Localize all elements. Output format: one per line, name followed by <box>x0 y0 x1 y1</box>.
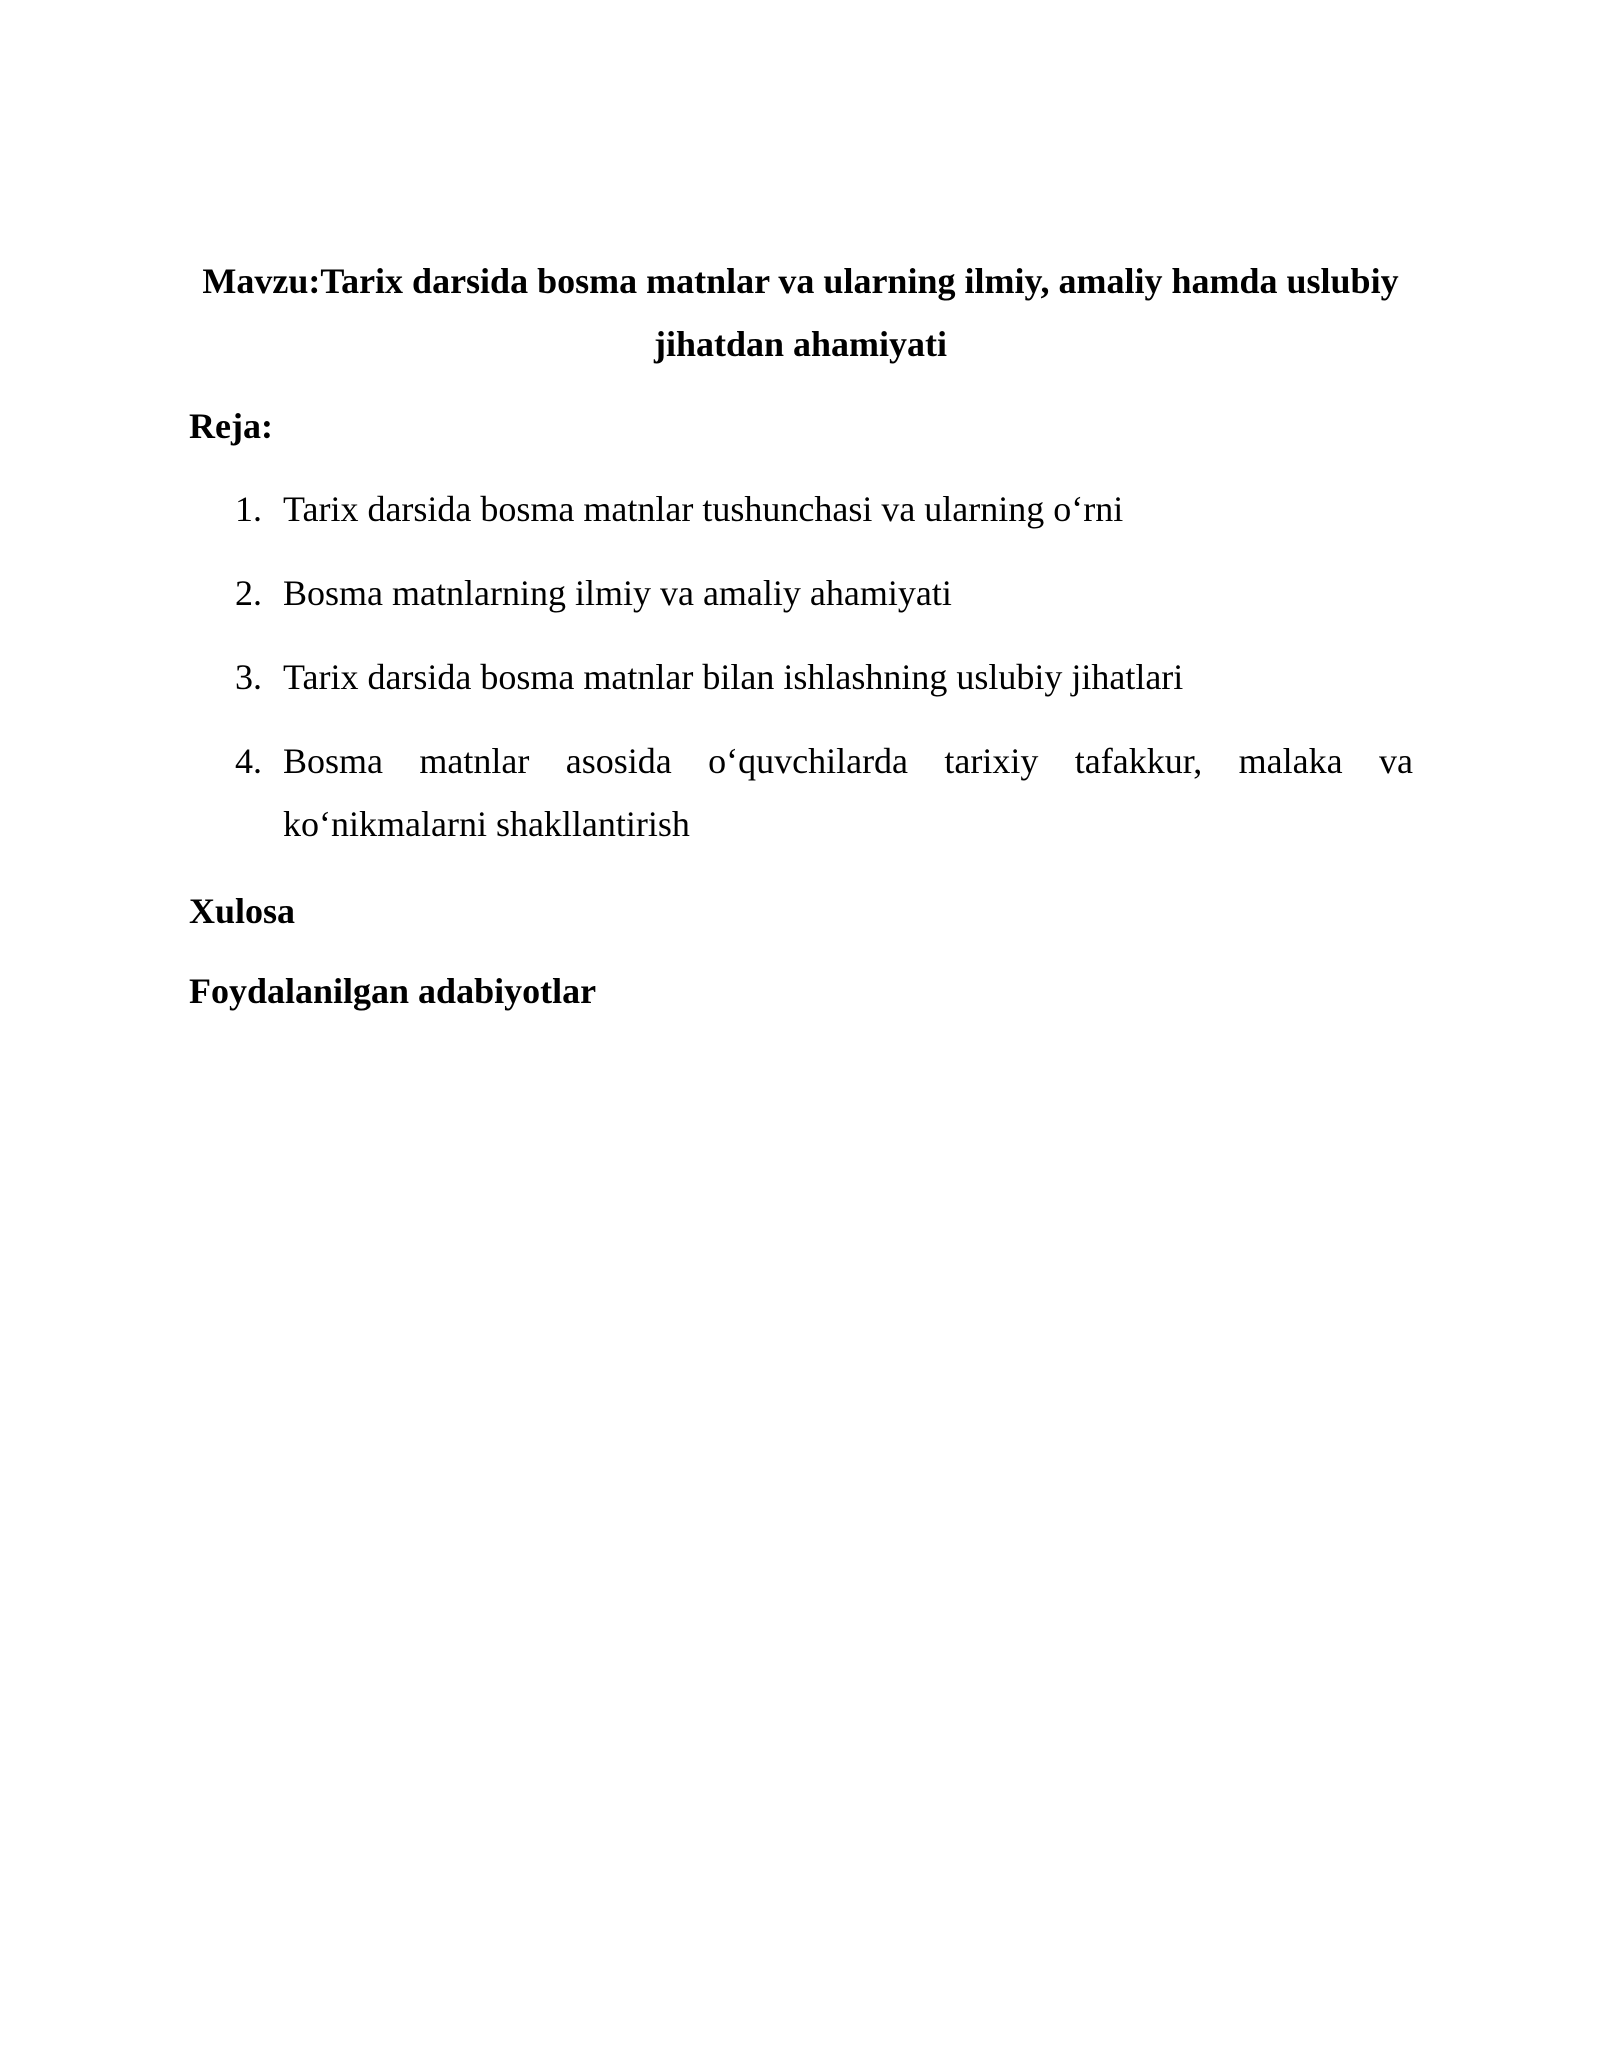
plan-item-text: Tarix darsida bosma matnlar bilan ishlashning uslubiy jihatlari <box>283 657 1184 697</box>
plan-item-1 <box>189 478 1413 541</box>
plan-item-text: Bosma matnlarning ilmiy va amaliy ahamiyati <box>283 573 952 613</box>
plan-list <box>189 478 1413 877</box>
plan-item-3 <box>189 646 1413 709</box>
references-heading: Foydalanilgan adabiyotlar <box>189 971 597 1011</box>
plan-item-4 <box>189 730 1413 856</box>
plan-item-text: Tarix darsida bosma matnlar tushunchasi va ularning o‘rni <box>283 489 1124 529</box>
plan-item-number: 1. <box>235 489 262 529</box>
document-title: Mavzu:Tarix darsida bosma matnlar va ularning ilmiy, amaliy hamda uslubiy jihatdan ahamiyati <box>202 261 1399 364</box>
plan-item-number: 4. <box>235 741 262 781</box>
conclusion-heading: Xulosa <box>189 891 296 931</box>
plan-item-text: Bosma matnlar asosida o‘quvchilarda tarixiy tafakkur, malaka va ko‘nikmalarni shakllantirish <box>283 741 1413 844</box>
plan-item-2 <box>189 562 1413 625</box>
plan-item-number: 2. <box>235 573 262 613</box>
plan-heading: Reja: <box>189 406 273 446</box>
plan-item-number: 3. <box>235 657 262 697</box>
